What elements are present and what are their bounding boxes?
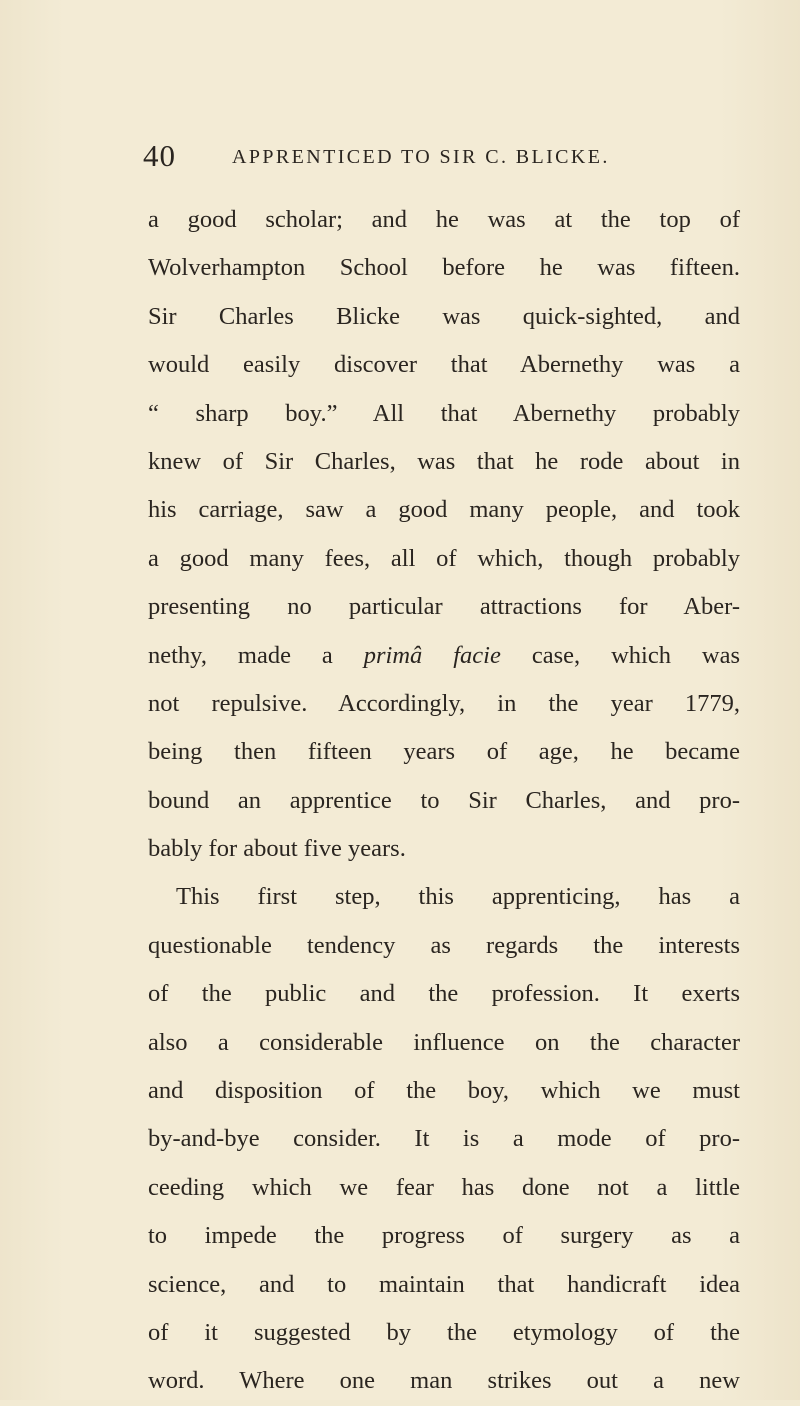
body-text [148, 196, 740, 1406]
text-line: a good many fees, all of which, though probably [148, 544, 740, 572]
text-line: would easily discover that Abernethy was a [148, 351, 740, 379]
text-line: questionable tendency as regards the interests [148, 931, 740, 959]
text-line: of it suggested by the etymology of the [148, 1318, 740, 1346]
text-line: of the public and the profession. It exerts [148, 980, 740, 1008]
text-line: also a considerable influence on the character [148, 1028, 740, 1056]
text-line: Wolverhampton School before he was fifteen. [148, 254, 740, 282]
text-line: by-and-bye consider. It is a mode of pro- [148, 1125, 740, 1153]
text-line: bound an apprentice to Sir Charles, and pro- [148, 786, 740, 814]
text-segment: case, which was [500, 641, 740, 669]
text-line: and disposition of the boy, which we must [148, 1077, 740, 1105]
text-line: Sir Charles Blicke was quick-sighted, and [148, 302, 740, 330]
running-head: APPRENTICED TO SIR C. BLICKE. [232, 146, 610, 168]
page-header [0, 138, 800, 178]
text-line: knew of Sir Charles, was that he rode about in [148, 447, 740, 475]
text-line: ceeding which we fear has done not a little [148, 1173, 740, 1201]
text-line: word. Where one man strikes out a new [148, 1367, 740, 1395]
text-line-with-italic [148, 632, 740, 680]
page-number: 40 [143, 138, 176, 173]
text-line: This first step, this apprenticing, has a [176, 883, 740, 911]
text-line: his carriage, saw a good many people, and took [148, 496, 740, 524]
italic-phrase: primâ facie [363, 641, 501, 669]
text-line: presenting no particular attractions for Aber- [148, 593, 740, 621]
text-line: being then fifteen years of age, he became [148, 738, 740, 766]
text-line: not repulsive. Accordingly, in the year 1779, [148, 689, 740, 717]
text-line: bably for about five years. [148, 835, 406, 863]
text-segment: nethy, made a [148, 641, 364, 669]
text-line: “ sharp boy.” All that Abernethy probably [148, 399, 740, 427]
text-line: science, and to maintain that handicraft idea [148, 1270, 740, 1298]
text-line: to impede the progress of surgery as a [148, 1222, 740, 1250]
text-line: a good scholar; and he was at the top of [148, 206, 740, 233]
